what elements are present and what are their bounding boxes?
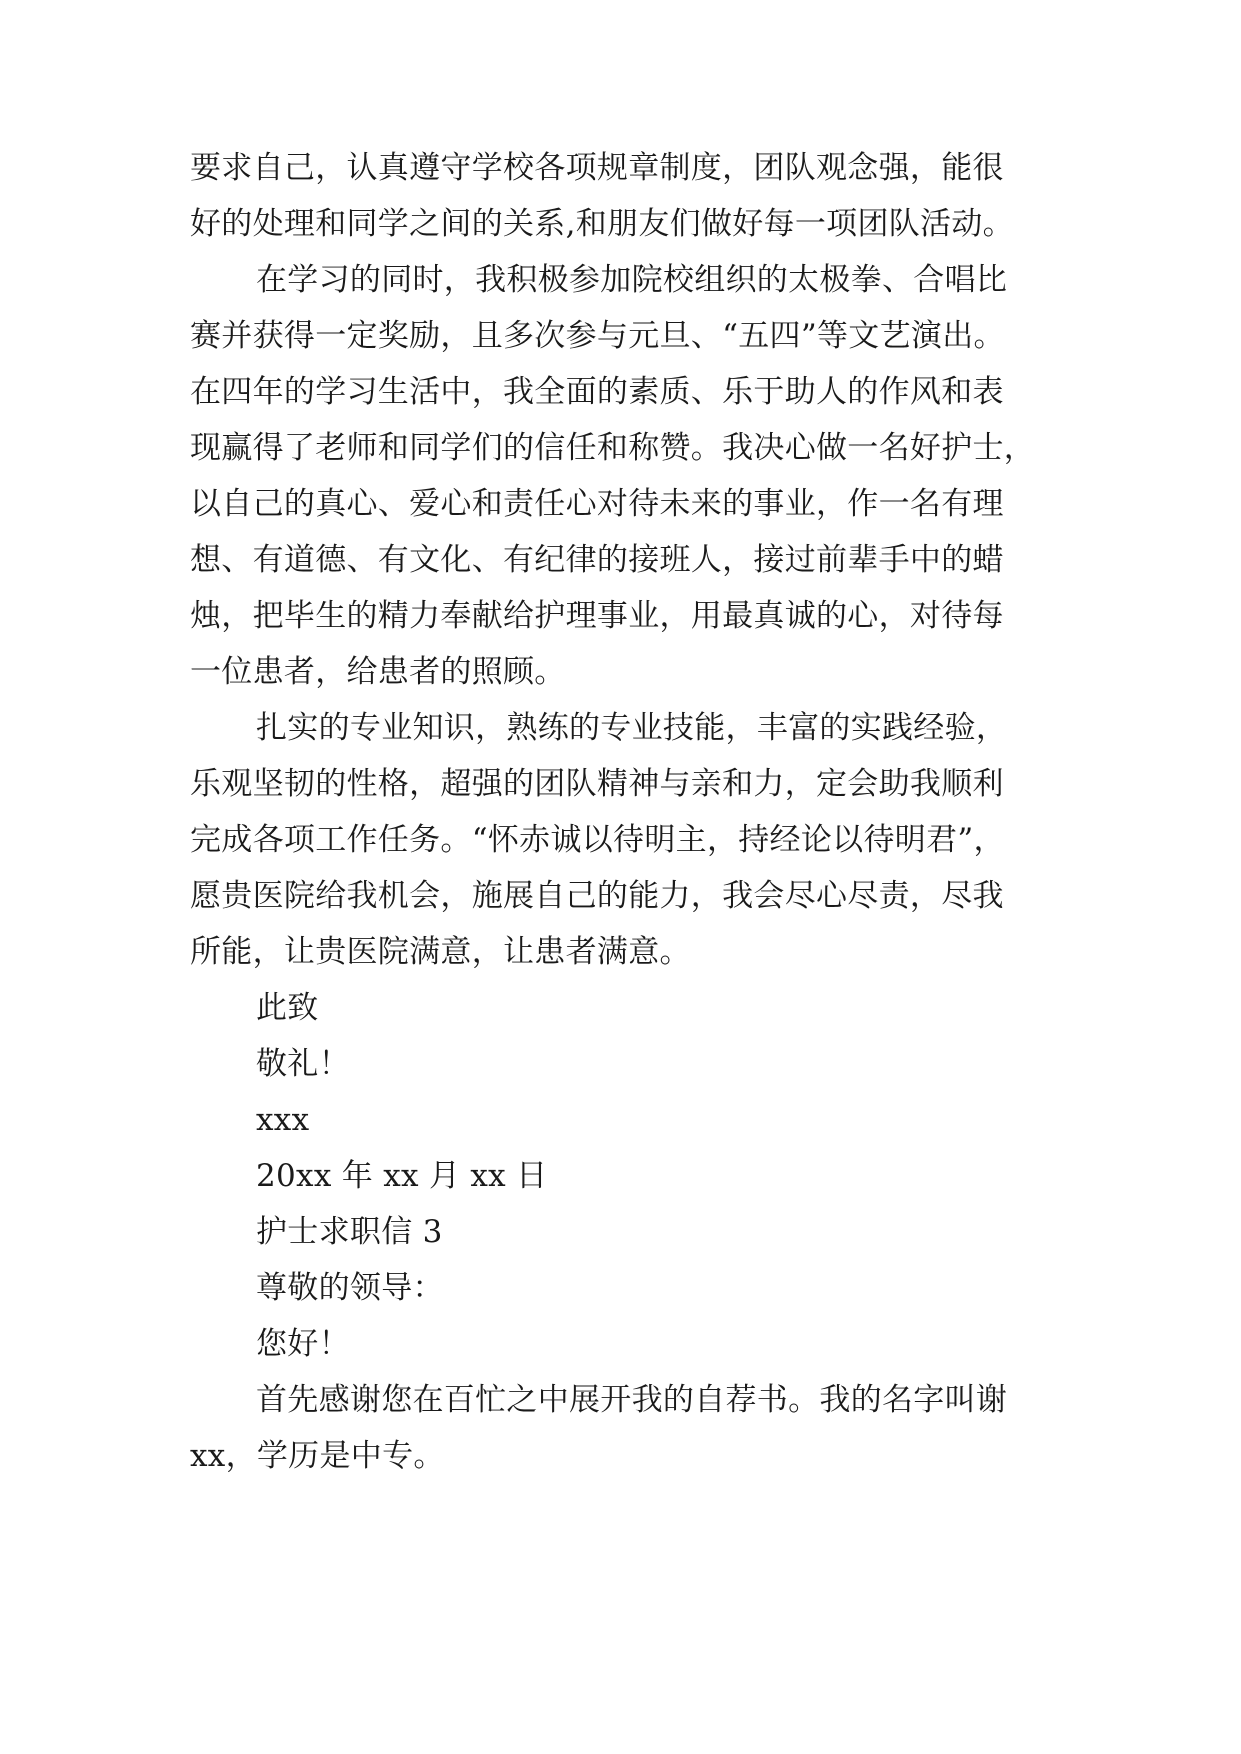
closing-salutation: 此致	[256, 990, 319, 1026]
paragraph-start-line: 首先感谢您在百忙之中展开我的自荐书。我的名字叫谢	[256, 1382, 1008, 1418]
text-line: 好的处理和同学之间的关系,和朋友们做好每一项团队活动。	[190, 206, 1014, 242]
text-line: 烛，把毕生的精力奉献给护理事业，用最真诚的心，对待每	[190, 598, 1004, 634]
text-line: 赛并获得一定奖励，且多次参与元旦、“五四”等文艺演出。	[190, 318, 1005, 354]
text-line: 一位患者，给患者的照顾。	[190, 654, 566, 690]
text-line: 想、有道德、有文化、有纪律的接班人，接过前辈手中的蜡	[190, 542, 1004, 578]
paragraph-start-line: 扎实的专业知识，熟练的专业技能，丰富的实践经验，	[256, 710, 1008, 746]
text-line: 乐观坚韧的性格，超强的团队精神与亲和力，定会助我顺利	[190, 766, 1004, 802]
greeting-line: 尊敬的领导：	[256, 1270, 444, 1306]
signature-name: xxx	[256, 1102, 310, 1138]
text-line: 完成各项工作任务。“怀赤诚以待明主，持经论以待明君”，	[190, 822, 1005, 858]
text-line: xx，学历是中专。	[190, 1438, 445, 1474]
text-line: 在四年的学习生活中，我全面的素质、乐于助人的作风和表	[190, 374, 1004, 410]
paragraph-start-line: 在学习的同时，我积极参加院校组织的太极拳、合唱比	[256, 262, 1008, 298]
greeting-line: 您好！	[256, 1326, 350, 1362]
text-line: 要求自己，认真遵守学校各项规章制度，团队观念强，能很	[190, 150, 1004, 186]
signature-date: 20xx 年 xx 月 xx 日	[256, 1158, 548, 1194]
text-line: 现赢得了老师和同学们的信任和称赞。我决心做一名好护士，	[190, 430, 1036, 466]
text-line: 愿贵医院给我机会，施展自己的能力，我会尽心尽责，尽我	[190, 878, 1004, 914]
section-heading: 护士求职信 3	[256, 1214, 443, 1250]
closing-regards: 敬礼！	[256, 1046, 350, 1082]
text-line: 所能，让贵医院满意，让患者满意。	[190, 934, 691, 970]
text-line: 以自己的真心、爱心和责任心对待未来的事业，作一名有理	[190, 486, 1004, 522]
